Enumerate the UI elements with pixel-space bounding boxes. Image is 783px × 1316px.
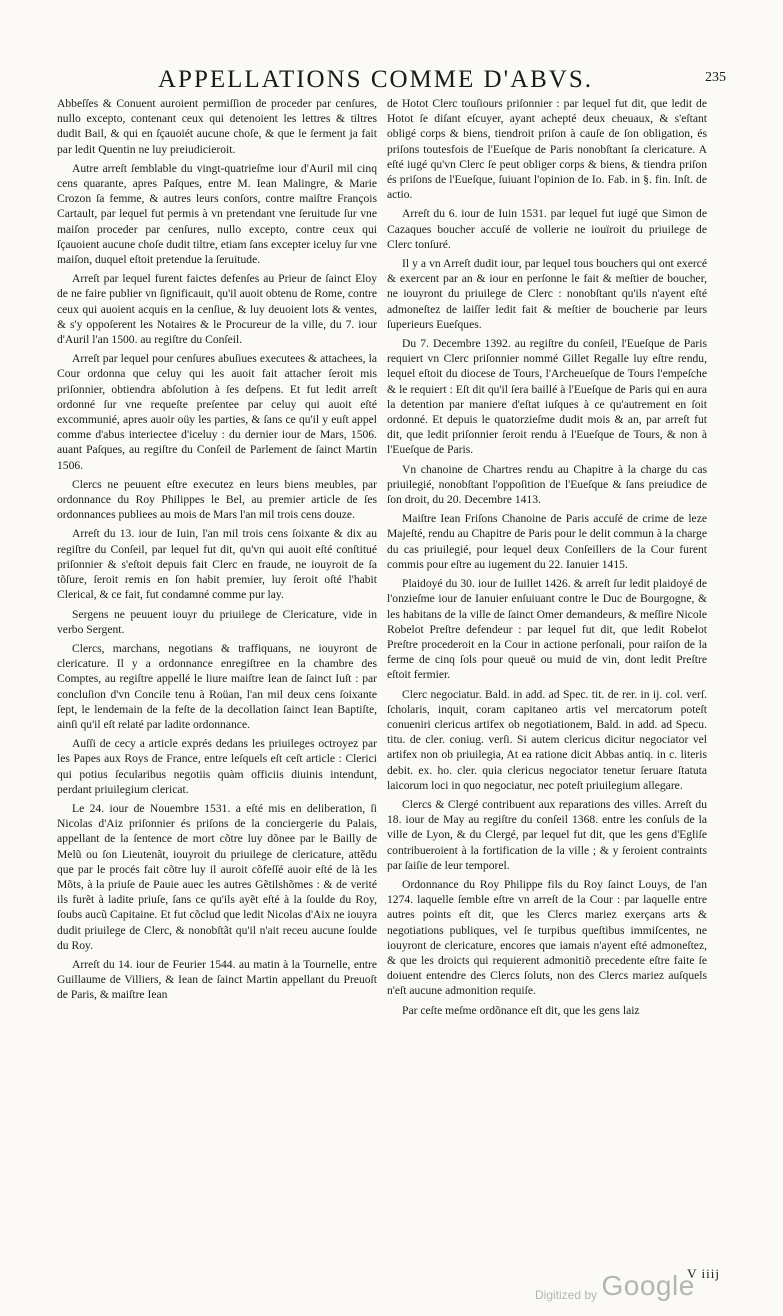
digitized-watermark xyxy=(535,1270,755,1310)
paragraph: Arreſt par lequel furent faictes defenſes au Prieur de ſainct Eloy de ne faire publier vn ſignificauit, qu'il auoit obtenu de Rome, contre ceux qui auoient acquis en la cenſiue, & luy deuoient lots & ventes, & s'y oppoſerent les Notaires & le Procureur de la ville, du 7. iour d'Auril l'an 1500. au regiſtre du Conſeil. xyxy=(57,272,377,347)
paragraph: Clercs ne peuuent eſtre executez en leurs biens meubles, par ordonnance du Roy Philippes le Bel, au premier article de ſes ordonnances publiees au mois de Mars l'an mil trois cens douze. xyxy=(57,477,377,522)
paragraph: Ordonnance du Roy Philippe fils du Roy ſainct Louys, de l'an 1274. laquelle ſemble eſtre vn arreſt de la Cour : par laquelle entre autres points eſt dit, que les Clercs mariez exerçans arts & negotiations publiques, vel ſe turpibus queſtibus immiſcentes, ne iouyront de clericature, encores que iamais n'ayent eſté admoneſtez, & que les droicts qui requierent admonitiõ precedente eſtre faite ſe doiuent entendre des Clercs ſoluts, non des Clercs mariez auſquels n'eſt aucune admonition requiſe. xyxy=(387,877,707,998)
paragraph: Il y a vn Arreſt dudit iour, par lequel tous bouchers qui ont exercé & exercent par an & iour en perſonne le fait & meſtier de boucher, ne iouyront du priuilege de Clerc : nonobſtant qu'ils n'ayent eſté admoneſtez de laiſſer ledit fait & meſtier de boucherie par leurs ſuperieurs Eueſques. xyxy=(387,257,707,331)
paragraph: Clercs, marchans, negotians & traffiquans, ne iouyront de clericature. Il y a ordonnance enregiſtree en la chambre des Comptes, au regiſtre appellé le liure maiſtre Iean de ſainct Iuſt : par concluſion d'vn Concile tenu à Roüan, l'an mil deux cens ſoixante ſept, le lendemain de la feſte de la decollation ſainct Iean Baptiſte, ainſi qu'il eſt relaté par ladite ordonnance. xyxy=(57,641,377,731)
paragraph: Arreſt du 6. iour de Iuin 1531. par lequel fut iugé que Simon de Cazaques boucher accuſé de vollerie ne iouïroit du priuilege de Clerc tonſuré. xyxy=(387,207,707,251)
page-header xyxy=(158,66,726,96)
paragraph: Autre arreſt ſemblable du vingt-quatrieſme iour d'Auril mil cinq cens quarante, apres Paſques, entre M. Iean Malingre, & Marie Crozon ſa femme, & autres leurs conſors, contre maiſtre François Cartault, par lequel fut permis à vn pretendant vne ſeruitude ſur vne maiſon proceder par cenſures, nullo excepto, contre ceux qui ſçauoient aucune choſe dudit tiltre, etiam ſans excepter iceluy ſur vne maiſon, duquel eſtoit pretendue la ſeruitude. xyxy=(57,161,377,267)
paragraph: Abbeſſes & Conuent auroient permiſſion de proceder par cenſures, nullo excepto, contenant ceux qui detenoient les lettres & tiltres dudit Bail, & qui en ſçauoiét aucune choſe, & que le ſerment ja fait par ledit Quentin ne luy preiudicieroit. xyxy=(57,97,377,156)
paragraph: de Hotot Clerc touſiours priſonnier : par lequel fut dit, que ledit de Hotot ſe diſant eſcuyer, ayant achepté deux cheuaux, & s'eſtant obligé corps & biens, tiendroit priſon à cauſe de ſon obligation, és priſons toutesfois de l'Eueſque de Paris nonobſtant ſa clericature. A eſté iugé qu'vn Clerc ſe peut obliger corps & biens, & tiendra priſon és priſons de l'Eueſque, ſuiuant l'opinion de Io. Fab. in §. fin. Inſt. de actio. xyxy=(387,97,707,202)
paragraph: Maiſtre Iean Friſons Chanoine de Paris accuſé de crime de leze Majeſté, rendu au Chapitre de Paris pour le delit commun à la charge du cas priuilegié, pour lequel deux Conſeillers de la Cour furent commis pour eſtre au iugement du 22. Ianuier 1415. xyxy=(387,512,707,571)
google-logo: Google xyxy=(601,1270,695,1301)
paragraph: Du 7. Decembre 1392. au regiſtre du conſeil, l'Eueſque de Paris requiert vn Clerc priſonnier nommé Gillet Regalle luy eſtre rendu, lequel eſtoit du diocese de Tours, l'Archeueſque de Tours l'empeſche & le requiert : Eſt dit qu'il ſera baillé à l'Eueſque de Paris qui en aura la detention par maniere d'eſtat iuſques à ce qu'autrement en ſoit ordonné. Et depuis le quatorzieſme dudit mois & an, par arreſt fut dit, que ledit priſonnier ſeroit rendu à l'Eueſque de Tours, & non à l'Eueſque de Paris. xyxy=(387,337,707,457)
paragraph: Auſſi de cecy a article exprés dedans les priuileges octroyez par les Papes aux Roys de France, entre leſquels eſt ceſt article : Clerici qui potius ſecularibus negotiis quàm officiis diuinis intendunt, perdant priuilegium clericat. xyxy=(57,737,377,796)
paragraph: Le 24. iour de Nouembre 1531. a eſté mis en deliberation, ſi Nicolas d'Aiz priſonnier és priſons de la conciergerie du Palais, appellant de la ſentence de mort cõtre luy dõnee par le Bailly de Melũ ou ſon Lieutenãt, iouyroit du priuilege de clericature, attẽdu que par le procés fait cõtre luy il auroit cõfeſſé auoir eſté de là les Mõts, à la priuſe de Pauie auec les autres Gẽtilshõmes : & de verité ils furẽt à ladite priuſe, ſans ce qu'ils ayẽt eſté à la ſoulde du Roy, ſoubs aucũ Capitaine. Et fut cõclud que ledit Nicolas d'Aix ne iouyra dudit priuilege de Clerc, & nonobſtãt qu'il n'ait receu aucune ſoulde du Roy. xyxy=(57,801,377,952)
paragraph: Clercs & Clergé contribuent aux reparations des villes. Arreſt du 18. iour de May au regiſtre du conſeil 1368. entre les conſuls de la ville de Lyon, & du Clergé, par lequel fut dit, que les gens d'Egliſe contribueroient à la fortification de la ville ; & y ſeroient contraints par ſaiſie de leur temporel. xyxy=(387,797,707,872)
paragraph: Plaidoyé du 30. iour de Iuillet 1426. & arreſt ſur ledit plaidoyé de l'onzieſme iour de Ianuier enſuiuant contre le Duc de Bourgogne, & les habitans de la ville de ſainct Omer demandeurs, & meſſire Nicole Robelot Preſtre defendeur : par lequel fut dit, que ledit Robelot Preſtre procederoit en la Cour in actione perſonali, pour raiſon de la ferme de cinq ſols pour queuë ou muid de vin, dont ledit Preſtre eſtoit fermier. xyxy=(387,577,707,682)
paragraph: Arreſt du 14. iour de Feurier 1544. au matin à la Tournelle, entre Guillaume de Villiers, & Iean de ſainct Martin appellant du Preuoſt de Paris, & maiſtre Iean xyxy=(57,957,377,1002)
paragraph: Par ceſte meſme ordõnance eſt dit, que les gens laiz xyxy=(402,1003,640,1017)
running-title: APPELLATIONS COMME D'ABVS. xyxy=(158,66,594,93)
signature-catchword: V iiij xyxy=(687,1266,720,1281)
paragraph: Sergens ne peuuent iouyr du priuilege de Clericature, vide in verbo Sergent. xyxy=(57,607,377,636)
digitized-by-label: Digitized by xyxy=(535,1288,598,1302)
paragraph: Arreſt du 13. iour de Iuin, l'an mil trois cens ſoixante & dix au regiſtre du Conſeil, par lequel fut dit, qu'vn qui auoit eſté conſtitué priſonnier & s'eſtoit depuis fait Clerc en fraude, ne iouyroit de ſa tõſure, ſeroit remis en ſon habit premier, luy ſeroit oſté l'habit Clerical, & ce fait, fut condamné comme pur lay. xyxy=(57,527,377,602)
paragraph: Arreſt par lequel pour cenſures abuſiues executees & attachees, la Cour ordonna que celuy qui les auoit fait attacher ſeroit mis priſonnier, obtiendra abſolution à ſes deſpens. Et fut ledit arreſt ordonné ſur vne requeſte preſentee par celuy qui auoit eſté excommunié, apres auoir oüy les parties, & ſans ce qu'il y euſt appel comme d'abus interiectee d'iceluy : du dernier iour de Mars, 1506. auant Paſques, au regiſtre du Conſeil de Parlement de ſainct Martin 1506. xyxy=(57,352,377,472)
left-column xyxy=(57,96,377,1007)
paragraph: Clerc negociatur. Bald. in add. ad Spec. tit. de rer. in ij. col. verſ. ſcholaris, inquit, coram capitaneo artis vel mercatorum poteſt conueniri clericus artifex ob negotiationem, Bald. in add. ad Specu. titu. de cler. coniug. verſi. Si autem clericus dicitur negociator vel artifex non ob priuilegia, At ea ratione dicit Abbas antiq. in c. literis debit. ex. ho. cler. quia clericus negociator tenetur ſeruare ſtatuta laicorum loci in quo negociatur, nec poteſt priuilegium allegare. xyxy=(387,687,707,792)
right-column xyxy=(387,96,707,1022)
paragraph: Vn chanoine de Chartres rendu au Chapitre à la charge du cas priuilegié, nonobſtant l'oppoſition de l'Eueſque & ſans preiudice de ſon droit, du 20. Decembre 1413. xyxy=(387,462,707,507)
page-number: 235 xyxy=(705,70,726,85)
